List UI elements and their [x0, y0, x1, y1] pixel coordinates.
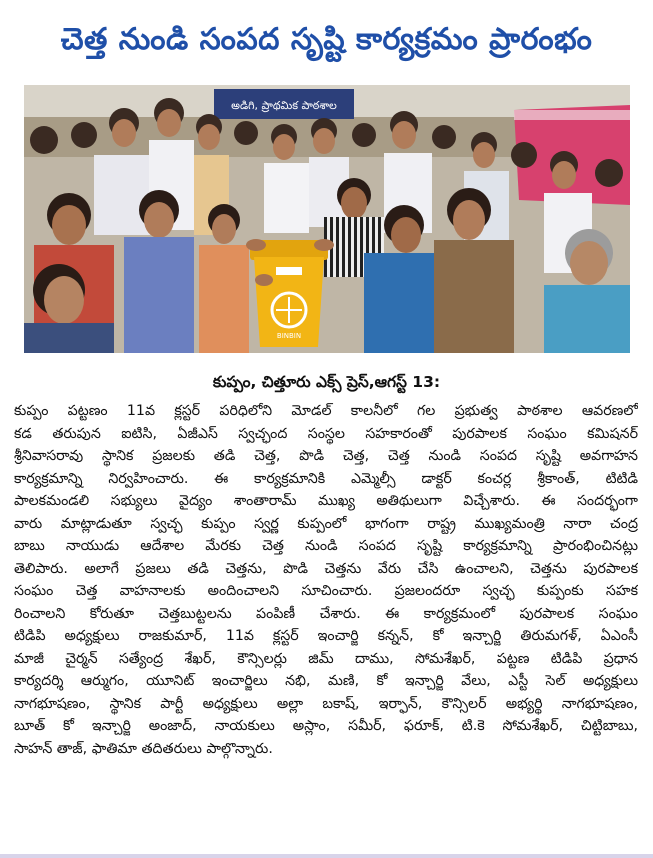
article-line-text: వారు మాట్లాడుతూ స్వచ్ఛ కుప్పం స్వర్ణ కుప్పంలో భాగంగా రాష్ట్ర ముఖ్యమంత్రి నారా చంద్ర [14, 515, 638, 532]
article-line [14, 625, 638, 648]
article-line-text: కుప్పం పట్టణం 11వ క్లస్టర్ పరిధిలోని మోడల్ కాలనీలో గల ప్రభుత్వ పాఠశాల ఆవరణలో [14, 403, 638, 419]
article-line-text: బూత్ కో ఇన్చార్జి అంజాద్, నాయకులు అస్లాం, సమీర్, ఫరూక్, టి.కె సోమశేఖర్, చిట్టిబాబు, [14, 718, 638, 734]
article-line-text: శ్రీనివాసరావు స్థానిక ప్రజలకు తడి చెత్త, పొడి చెత్త, చెత్త నుండి సంపద సృష్టి అవగాహన [14, 448, 638, 464]
article-line [14, 648, 638, 671]
article-line [14, 738, 638, 761]
dustbin [250, 240, 328, 347]
footer-strip [0, 854, 653, 858]
article-line-text: రించాలని కోరుతూ చెత్తబుట్టలను పంపిణీ చేశారు. ఈ కార్యక్రమంలో పురపాలక సంఘం [14, 605, 638, 622]
dateline: కుప్పం, చిత్తూరు ఎక్స్ ప్రెస్,ఆగస్ట్ 13: [212, 373, 441, 391]
article-line [14, 535, 638, 558]
article-body [14, 400, 638, 760]
article-line [14, 670, 638, 693]
article-line-text: బాబు నాయుడు ఆదేశాల మేరకు చెత్త నుండి సంపద సృష్టి కార్యక్రమాన్ని ప్రారంభించినట్లు [14, 538, 638, 554]
article-line-text: సంఘం చెత్త వాహనాలకు అందించాలని సూచించారు. ప్రజలందరూ స్వచ్ఛ కుప్పంకు సహక [14, 583, 638, 599]
article-line-text: తెలిపారు. అలాగే ప్రజలు తడి చెత్తను, పొడి చెత్తను వేరు చేసి ఉంచాలని, చెత్తను పురపాలక [14, 560, 638, 577]
article-line [14, 693, 638, 716]
photo-illustration [24, 85, 630, 353]
article-line [14, 603, 638, 626]
article-line-text: కడ తరుపున ఐటిసి, ఏజీఎస్ స్వచ్ఛంద సంస్థల సహకారంతో పురపాలక సంఘం కమిషనర్ [14, 425, 638, 442]
article-line [14, 468, 638, 491]
headline [0, 8, 653, 78]
dustbin-label: BINBIN [276, 332, 302, 340]
article-line [14, 400, 638, 423]
article-line [14, 445, 638, 468]
article-line [14, 715, 638, 738]
article-line [14, 513, 638, 536]
headline-text: చెత్త నుండి సంపద సృష్టి కార్యక్రమం ప్రారంభం [60, 22, 593, 57]
article-line-text: కార్యదర్శి ఆర్ముగం, యూనిట్ ఇంచార్జిలు నభి, మణి, కో ఇన్చార్జి వేలు, ఎస్టీ సెల్ అధ్యక్షులు [14, 673, 638, 689]
article-line-text: సాహన్ తాజ్, ఫాతిమా తదితరులు పాల్గొన్నారు. [14, 740, 273, 757]
article-line [14, 490, 638, 513]
article-line [14, 558, 638, 581]
article-line [14, 423, 638, 446]
article-line-text: పాలకమండలి సభ్యులు వైద్యం శాంతారామ్ ముఖ్య అతిథులుగా విచ్చేశారు. ఈ సందర్భంగా [14, 493, 638, 509]
school-banner-text: అడిగి, ప్రాథమిక పాఠశాల [231, 99, 337, 112]
article-photo [24, 85, 630, 353]
article-line-text: కార్యక్రమాన్ని నిర్వహించారు. ఈ కార్యక్రమానికి ఎమ్మెల్సీ డాక్టర్ కంచర్ల శ్రీకాంత్, టిటిడి [14, 470, 638, 487]
article-line-text: నాగభూషణం, స్థానిక పార్టీ అధ్యక్షులు అల్లా బకాష్, ఇర్ఫాన్, కౌన్సిలర్ అభ్యర్థి నాగభూషణం, [14, 695, 638, 712]
article-line [14, 580, 638, 603]
article-line-text: మాజీ చైర్మన్ సత్యేంద్ర శేఖర్, కౌన్సిలర్లు జిమ్ దాము, సోమశేఖర్, పట్టణ టిడిపి ప్రధాన [14, 650, 638, 667]
article-line-text: టిడిపి అధ్యక్షులు రాజకుమార్, 11వ క్లస్టర్ ఇంచార్జి కన్నన్, కో ఇన్చార్జి తిరుమగళ్, ఏఎంసీ [14, 628, 638, 644]
